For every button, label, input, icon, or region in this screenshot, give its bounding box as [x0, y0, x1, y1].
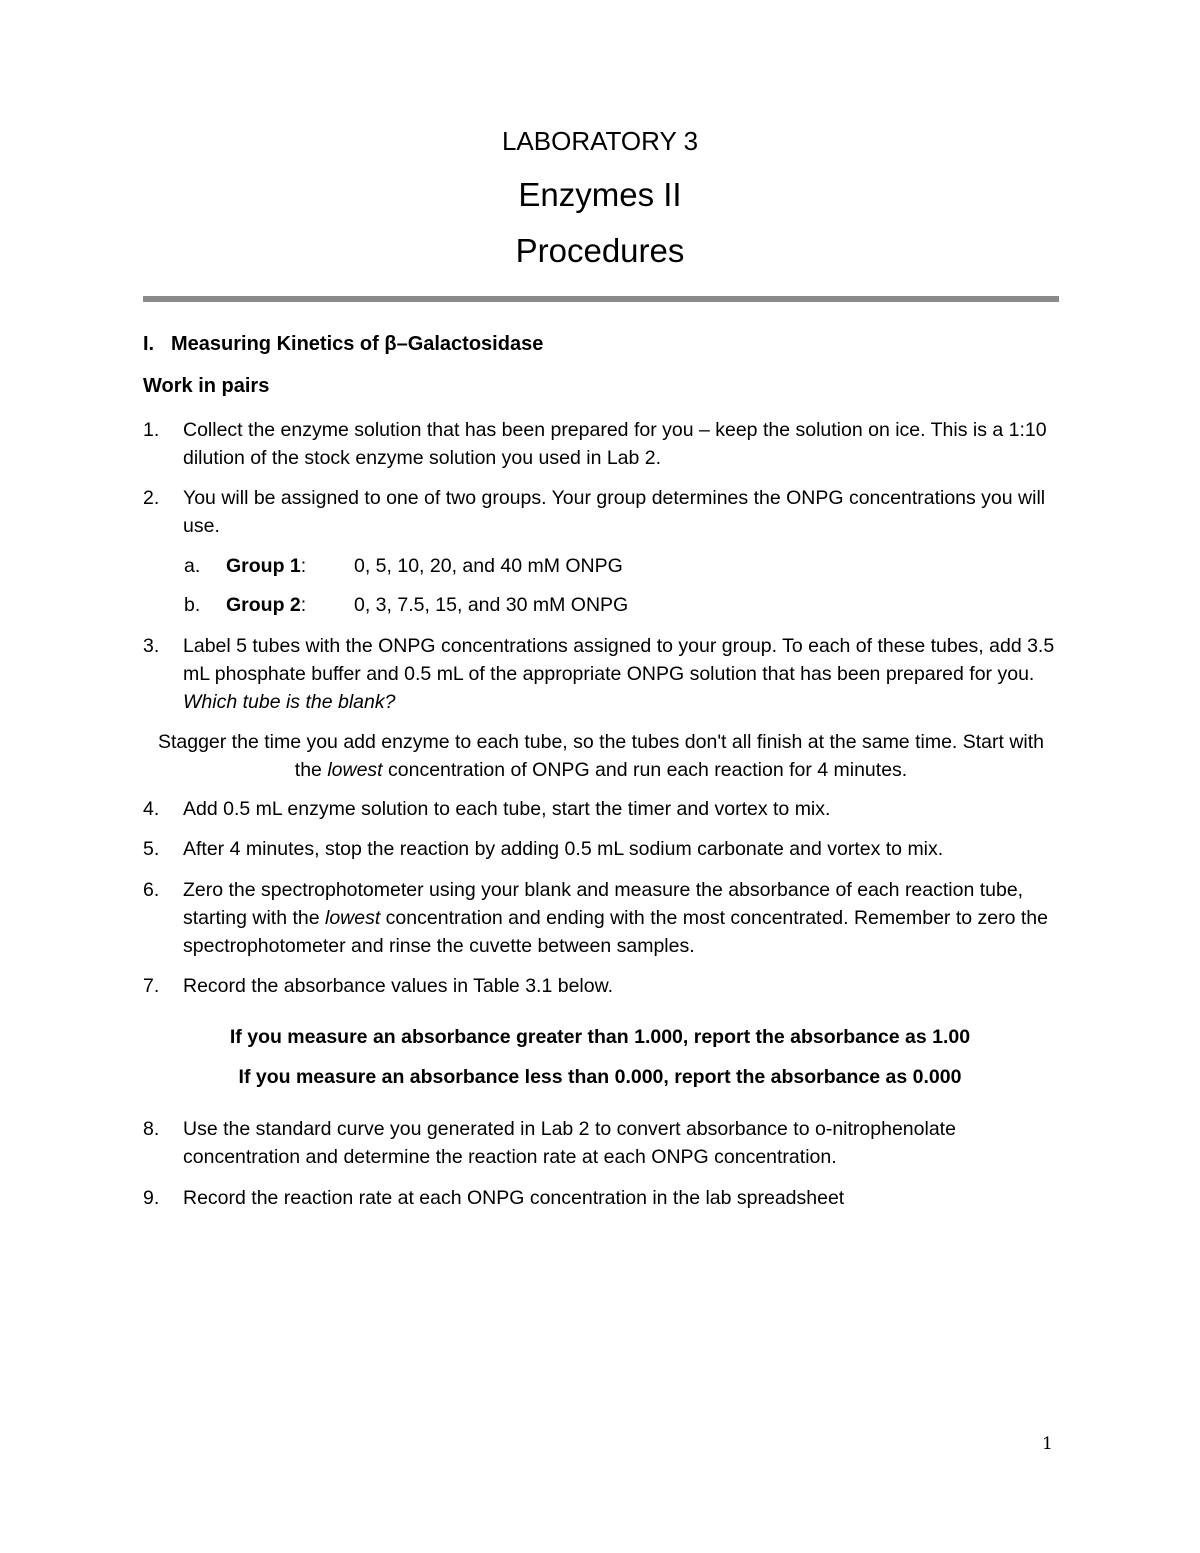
lab-subject-title: Enzymes II [518, 176, 682, 213]
section-number: I. [143, 333, 155, 355]
step-text: Record the absorbance values in Table 3.1 below. [183, 975, 614, 997]
step-5 [143, 835, 1063, 863]
lab-number-heading: LABORATORY 3 [501, 126, 699, 156]
group-letter: b. [184, 594, 201, 616]
stagger-note-a: Stagger the time you add enzyme to each tube, so the tubes don't all finish at the same time. Start with the [157, 731, 1045, 781]
step-number: 2. [143, 487, 160, 509]
group-1-line [184, 552, 623, 580]
step-text [183, 632, 1063, 716]
step-number: 5. [143, 838, 160, 860]
step-number: 4. [143, 798, 160, 820]
section-heading [143, 333, 543, 356]
step-question: Which tube is the blank? [183, 691, 396, 713]
step-number: 6. [143, 879, 160, 901]
step-text: Use the standard curve you generated in Lab 2 to convert absorbance to o-nitrophenolate concentration and determine the reaction rate at each ONPG concentration. [183, 1118, 956, 1168]
group-colon: : [300, 594, 307, 616]
horizontal-divider [143, 296, 1059, 302]
group-letter: a. [184, 555, 201, 577]
step-number: 7. [143, 975, 160, 997]
warning-less-than: If you measure an absorbance less than 0.000, report the absorbance as 0.000 [238, 1066, 962, 1088]
step-9 [143, 1184, 1063, 1212]
step-6 [143, 876, 1063, 960]
step-8 [143, 1115, 1063, 1171]
step-4 [143, 795, 1063, 823]
step-text-b: concentration and ending with the most concentrated. Remember to zero the spectrophotometer and rinse the cuvette between samples. [183, 907, 1048, 957]
group-name: Group 1 [226, 555, 301, 577]
step-text: Collect the enzyme solution that has been prepared for you – keep the solution on ice. This is a 1:10 dilution of the stock enzyme solution you used in Lab 2. [183, 419, 1047, 469]
group-name: Group 2 [226, 594, 301, 616]
step-7 [143, 972, 1063, 1000]
step-text-italic: lowest [324, 907, 381, 929]
step-text: After 4 minutes, stop the reaction by adding 0.5 mL sodium carbonate and vortex to mix. [183, 838, 944, 860]
group-2-line [184, 591, 628, 619]
group-concentrations: 0, 5, 10, 20, and 40 mM ONPG [354, 555, 623, 577]
step-number: 8. [143, 1118, 160, 1140]
stagger-note-italic: lowest [327, 759, 383, 781]
group-colon: : [300, 555, 307, 577]
stagger-note-b: concentration of ONPG and run each reaction for 4 minutes. [382, 759, 908, 781]
step-text-main: Label 5 tubes with the ONPG concentrations assigned to your group. To each of these tubes, add 3.5 mL phosphate buffer and 0.5 mL of the appropriate ONPG solution that has been prepared for you. [183, 635, 1055, 685]
step-text: Add 0.5 mL enzyme solution to each tube, start the timer and vortex to mix. [183, 798, 831, 820]
group-concentrations: 0, 3, 7.5, 15, and 30 mM ONPG [354, 594, 629, 616]
page-number: 1 [1042, 1434, 1053, 1454]
step-1 [143, 416, 1063, 472]
step-number: 3. [143, 635, 160, 657]
procedures-title: Procedures [515, 232, 685, 269]
step-text: You will be assigned to one of two groups. Your group determines the ONPG concentrations you will use. [183, 487, 1046, 537]
step-3 [143, 632, 1063, 716]
step-number: 9. [143, 1187, 160, 1209]
stagger-note [143, 728, 1059, 784]
section-subheading: Work in pairs [143, 375, 270, 397]
step-text: Record the reaction rate at each ONPG concentration in the lab spreadsheet [183, 1187, 845, 1209]
step-2 [143, 484, 1063, 540]
warning-greater-than: If you measure an absorbance greater than 1.000, report the absorbance as 1.00 [229, 1026, 971, 1048]
step-number: 1. [143, 419, 160, 441]
step-text-a: Zero the spectrophotometer using your blank and measure the absorbance of each reaction tube, starting with the [183, 879, 1024, 929]
step-text [183, 876, 1063, 960]
section-title: Measuring Kinetics of β–Galactosidase [171, 333, 544, 355]
